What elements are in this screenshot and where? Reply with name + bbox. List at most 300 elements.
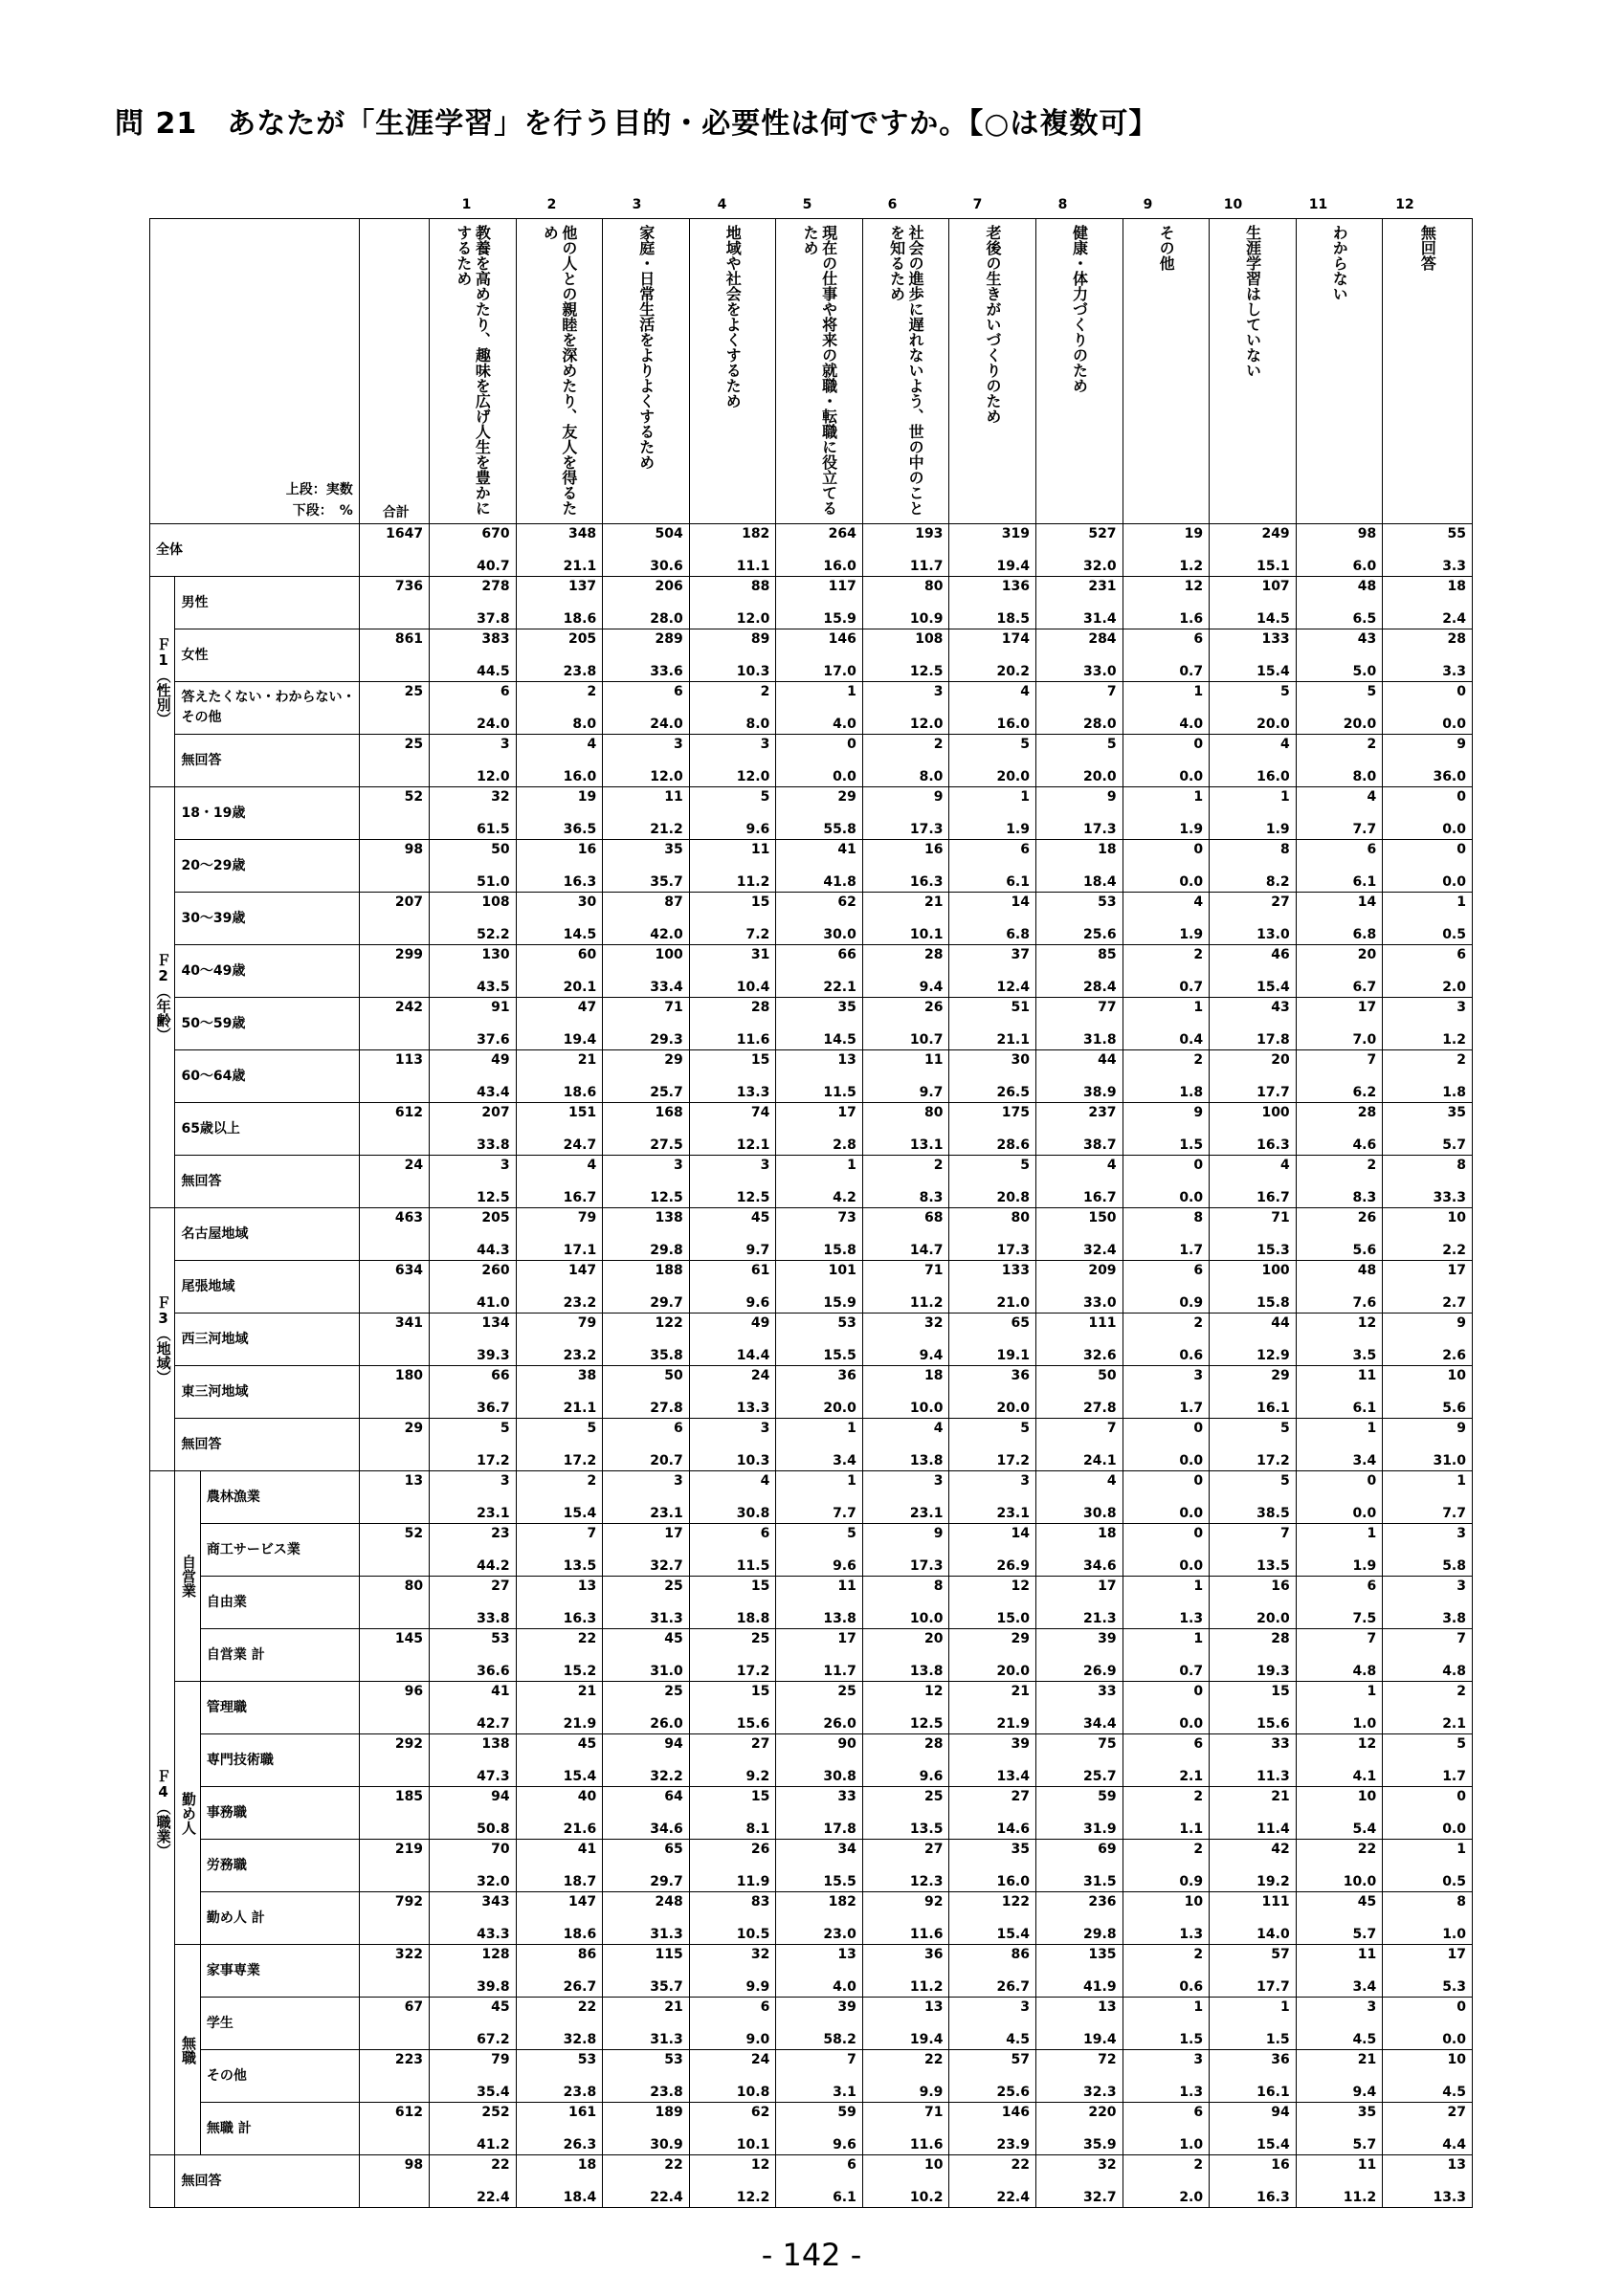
row-total <box>359 1945 429 1998</box>
row-total <box>359 1787 429 1840</box>
percent-value: 32.0 <box>477 1874 510 1889</box>
percent-value: 34.4 <box>1083 1716 1117 1732</box>
data-cell <box>603 840 690 893</box>
row-label: 女性 <box>175 629 359 682</box>
data-cell <box>1036 2103 1123 2155</box>
count-value: 13 <box>923 1999 944 2015</box>
count-value: 27 <box>750 1736 770 1752</box>
count-value: 2 <box>1367 737 1377 752</box>
table-row <box>150 2103 1473 2155</box>
percent-value: 0.7 <box>1179 664 1204 679</box>
percent-value: 0.6 <box>1179 1348 1204 1363</box>
count-value: 17 <box>1357 1000 1377 1015</box>
data-cell <box>430 1787 517 1840</box>
percent-value: 0.0 <box>1179 1716 1204 1732</box>
column-number: 10 <box>1223 197 1243 212</box>
data-cell <box>1383 1945 1473 1998</box>
percent-value: 5.8 <box>1442 1558 1466 1574</box>
count-value: 21 <box>577 1052 597 1068</box>
percent-value: 7.6 <box>1352 1295 1377 1311</box>
percent-value: 7.0 <box>1352 1032 1377 1048</box>
percent-value: 40.7 <box>477 559 510 574</box>
data-cell <box>1036 1471 1123 1524</box>
column-header-text: 生涯学習はしていない <box>1243 225 1262 378</box>
data-cell <box>776 1998 863 2050</box>
count-value: 45 <box>664 1631 683 1646</box>
count-value: 0 <box>1193 1158 1204 1173</box>
data-cell <box>430 1261 517 1314</box>
data-cell <box>689 524 776 577</box>
count-value: 44 <box>1271 1315 1290 1331</box>
count-value: 16 <box>1271 1578 1290 1594</box>
percent-value: 10.0 <box>909 1401 944 1416</box>
data-cell <box>516 1366 603 1419</box>
data-cell <box>862 1366 949 1419</box>
percent-value: 26.3 <box>563 2137 597 2152</box>
count-value: 6 <box>1367 842 1377 857</box>
count-value: 2 <box>1193 2157 1204 2173</box>
data-cell <box>1210 735 1297 787</box>
percent-value: 28.0 <box>650 611 683 627</box>
group-f2 <box>150 787 175 1208</box>
total-value: 341 <box>394 1315 424 1331</box>
column-number: 7 <box>972 197 983 212</box>
count-value: 16 <box>577 842 597 857</box>
count-value: 4 <box>587 737 597 752</box>
percent-value: 16.0 <box>1256 769 1290 784</box>
data-cell <box>949 1050 1036 1103</box>
count-value: 17 <box>837 1105 856 1120</box>
percent-value: 38.7 <box>1083 1137 1117 1153</box>
percent-value: 10.5 <box>736 1927 770 1942</box>
page-title: 問 21 あなたが「生涯学習」を行う目的・必要性は何ですか。【○は複数可】 <box>115 107 1159 141</box>
data-cell <box>1036 1682 1123 1734</box>
data-cell <box>1123 1156 1210 1208</box>
count-value: 18 <box>1098 842 1117 857</box>
percent-value: 21.3 <box>1083 1611 1117 1626</box>
count-value: 137 <box>567 579 597 594</box>
data-cell <box>1383 1314 1473 1366</box>
count-value: 26 <box>1357 1210 1377 1225</box>
count-value: 146 <box>1001 2105 1030 2120</box>
column-header <box>1210 219 1297 524</box>
data-cell <box>1296 629 1383 682</box>
data-cell <box>1036 682 1123 735</box>
count-value: 24 <box>750 1368 770 1383</box>
data-cell <box>949 1261 1036 1314</box>
count-value: 107 <box>1261 579 1290 594</box>
data-cell <box>1210 1471 1297 1524</box>
data-cell <box>516 1156 603 1208</box>
percent-value: 2.7 <box>1442 1295 1466 1311</box>
percent-value: 31.3 <box>650 1611 683 1626</box>
data-cell <box>689 577 776 629</box>
column-numbers <box>149 197 1473 218</box>
count-value: 28 <box>1271 1631 1290 1646</box>
row-total <box>359 1629 429 1682</box>
count-value: 57 <box>1011 2052 1030 2067</box>
count-value: 1 <box>847 684 856 699</box>
count-value: 100 <box>1261 1105 1290 1120</box>
group-none <box>175 1945 200 2155</box>
percent-value: 35.8 <box>650 1348 683 1363</box>
data-cell <box>776 577 863 629</box>
data-cell <box>776 1892 863 1945</box>
percent-value: 10.7 <box>909 1032 944 1048</box>
data-cell <box>949 945 1036 998</box>
row-label: 30～39歳 <box>175 893 359 945</box>
data-cell <box>516 1261 603 1314</box>
percent-value: 13.8 <box>909 1453 944 1468</box>
data-cell <box>1036 1998 1123 2050</box>
data-cell <box>1036 1314 1123 1366</box>
count-value: 3 <box>760 1421 770 1436</box>
data-cell <box>603 1998 690 2050</box>
table-row <box>150 1050 1473 1103</box>
data-cell <box>1036 1577 1123 1629</box>
count-value: 51 <box>1011 1000 1030 1015</box>
data-cell <box>1296 1103 1383 1156</box>
count-value: 1 <box>847 1158 856 1173</box>
count-value: 4 <box>1020 684 1030 699</box>
row-label: 事務職 <box>200 1787 359 1840</box>
percent-value: 4.0 <box>1179 717 1204 732</box>
data-cell <box>689 1208 776 1261</box>
row-total <box>359 1471 429 1524</box>
count-value: 138 <box>655 1210 683 1225</box>
row-label: 65歳以上 <box>175 1103 359 1156</box>
data-cell <box>689 2103 776 2155</box>
count-value: 35 <box>1447 1105 1466 1120</box>
count-value: 193 <box>915 526 944 541</box>
data-cell <box>1296 2103 1383 2155</box>
table-row <box>150 2050 1473 2103</box>
count-value: 65 <box>1011 1315 1030 1331</box>
percent-value: 13.5 <box>1256 1558 1290 1574</box>
data-cell <box>949 2155 1036 2208</box>
percent-value: 20.2 <box>996 664 1030 679</box>
data-cell <box>949 577 1036 629</box>
row-label: 50～59歳 <box>175 998 359 1050</box>
count-value: 11 <box>923 1052 944 1068</box>
count-value: 289 <box>655 631 683 647</box>
count-value: 1 <box>1193 1578 1204 1594</box>
count-value: 10 <box>1357 1789 1377 1804</box>
percent-value: 15.1 <box>1256 559 1290 574</box>
count-value: 45 <box>577 1736 597 1752</box>
count-value: 10 <box>1447 1210 1466 1225</box>
table-row <box>150 1682 1473 1734</box>
row-label: 全体 <box>150 524 360 577</box>
data-cell <box>1210 1103 1297 1156</box>
row-label: 20～29歳 <box>175 840 359 893</box>
data-cell <box>1210 1945 1297 1998</box>
count-value: 11 <box>837 1578 856 1594</box>
data-cell <box>949 1103 1036 1156</box>
data-cell <box>689 787 776 840</box>
count-value: 1 <box>1279 789 1290 805</box>
count-value: 29 <box>664 1052 683 1068</box>
percent-value: 3.4 <box>833 1453 856 1468</box>
count-value: 5 <box>847 1526 856 1541</box>
count-value: 6 <box>1456 947 1466 962</box>
percent-value: 9.9 <box>919 2085 944 2100</box>
percent-value: 11.5 <box>823 1085 856 1100</box>
data-cell <box>776 1629 863 1682</box>
column-header <box>603 219 690 524</box>
data-cell <box>430 1629 517 1682</box>
row-total <box>359 735 429 787</box>
count-value: 25 <box>664 1684 683 1699</box>
column-header-text: わからない <box>1330 225 1349 301</box>
row-label: 尾張地域 <box>175 1261 359 1314</box>
data-cell <box>516 1524 603 1577</box>
data-cell <box>1210 1261 1297 1314</box>
percent-value: 36.6 <box>477 1664 510 1679</box>
data-cell <box>516 1419 603 1471</box>
count-value: 4 <box>587 1158 597 1173</box>
count-value: 39 <box>1098 1631 1117 1646</box>
count-value: 4 <box>760 1473 770 1489</box>
percent-value: 19.4 <box>996 559 1030 574</box>
column-header-text: 他の人との親睦を深めたり、友人を得るため <box>541 225 578 516</box>
data-cell <box>689 629 776 682</box>
data-cell <box>516 629 603 682</box>
row-label: 学生 <box>200 1998 359 2050</box>
percent-value: 0.0 <box>1179 1506 1204 1521</box>
data-cell <box>949 1524 1036 1577</box>
percent-value: 1.2 <box>1179 559 1204 574</box>
count-value: 3 <box>674 1473 683 1489</box>
count-value: 21 <box>1271 1789 1290 1804</box>
percent-value: 24.1 <box>1083 1453 1117 1468</box>
group-label-f1: Ｆ1（性別） <box>154 637 172 726</box>
percent-value: 0.0 <box>1442 2032 1466 2047</box>
data-cell <box>1123 1577 1210 1629</box>
data-cell <box>603 629 690 682</box>
data-cell <box>1036 1892 1123 1945</box>
data-cell <box>516 1682 603 1734</box>
data-cell <box>1383 735 1473 787</box>
count-value: 7 <box>847 2052 856 2067</box>
data-cell <box>430 1945 517 1998</box>
total-value: 634 <box>394 1263 424 1278</box>
table-row <box>150 735 1473 787</box>
percent-value: 11.5 <box>736 1558 770 1574</box>
percent-value: 24.0 <box>650 717 683 732</box>
percent-value: 23.8 <box>650 2085 683 2100</box>
percent-value: 20.0 <box>1343 717 1377 732</box>
count-value: 21 <box>664 1999 683 2015</box>
count-value: 3 <box>933 684 944 699</box>
count-value: 1 <box>1193 1999 1204 2015</box>
column-header <box>1036 219 1123 524</box>
data-cell <box>430 1050 517 1103</box>
percent-value: 37.8 <box>477 611 510 627</box>
percent-value: 17.2 <box>477 1453 510 1468</box>
data-cell <box>603 1787 690 1840</box>
count-value: 80 <box>923 579 944 594</box>
data-cell <box>776 1156 863 1208</box>
count-value: 15 <box>750 894 770 910</box>
percent-value: 23.2 <box>563 1295 597 1311</box>
data-cell <box>1210 2103 1297 2155</box>
total-value: 207 <box>394 894 424 910</box>
count-value: 14 <box>1011 1526 1030 1541</box>
data-cell <box>1123 2050 1210 2103</box>
count-value: 6 <box>760 1526 770 1541</box>
percent-value: 18.6 <box>563 611 597 627</box>
data-cell <box>1210 1629 1297 1682</box>
percent-value: 41.2 <box>477 2137 510 2152</box>
percent-value: 13.5 <box>563 1558 597 1574</box>
row-total <box>359 1524 429 1577</box>
count-value: 59 <box>1098 1789 1117 1804</box>
total-value: 180 <box>394 1368 424 1383</box>
percent-value: 18.5 <box>996 611 1030 627</box>
count-value: 19 <box>577 789 597 805</box>
data-cell <box>949 2050 1036 2103</box>
survey-cross-table <box>149 218 1473 2208</box>
count-value: 2 <box>1456 1052 1466 1068</box>
percent-value: 33.4 <box>650 980 683 995</box>
percent-value: 19.4 <box>563 1032 597 1048</box>
percent-value: 7.7 <box>833 1506 856 1521</box>
count-value: 4 <box>1279 737 1290 752</box>
percent-value: 39.3 <box>477 1348 510 1363</box>
percent-value: 16.0 <box>563 769 597 784</box>
data-cell <box>516 1471 603 1524</box>
count-value: 348 <box>567 526 597 541</box>
data-cell <box>862 1577 949 1629</box>
count-value: 22 <box>577 1999 597 2015</box>
group-label-none: 無職 <box>180 2035 198 2064</box>
percent-value: 39.8 <box>477 1979 510 1995</box>
count-value: 13 <box>577 1578 597 1594</box>
percent-value: 21.6 <box>563 1821 597 1837</box>
data-cell <box>516 1103 603 1156</box>
data-cell <box>1296 524 1383 577</box>
table-row <box>150 1261 1473 1314</box>
percent-value: 23.1 <box>909 1506 944 1521</box>
total-value: 292 <box>394 1736 424 1752</box>
percent-value: 36.7 <box>477 1401 510 1416</box>
data-cell <box>1383 1471 1473 1524</box>
percent-value: 5.7 <box>1352 2137 1377 2152</box>
data-cell <box>1123 1103 1210 1156</box>
count-value: 1 <box>1456 1473 1466 1489</box>
percent-value: 43.5 <box>477 980 510 995</box>
data-cell <box>1296 787 1383 840</box>
percent-value: 20.0 <box>996 769 1030 784</box>
row-total <box>359 1208 429 1261</box>
percent-value: 26.9 <box>996 1558 1030 1574</box>
data-cell <box>430 1314 517 1366</box>
count-value: 6 <box>847 2157 856 2173</box>
data-cell <box>1210 1787 1297 1840</box>
row-total <box>359 893 429 945</box>
count-value: 45 <box>491 1999 510 2015</box>
count-value: 50 <box>664 1368 683 1383</box>
count-value: 65 <box>664 1842 683 1857</box>
count-value: 108 <box>481 894 510 910</box>
percent-value: 0.5 <box>1442 1874 1466 1889</box>
percent-value: 16.3 <box>563 874 597 890</box>
blank-cell <box>150 2155 175 2208</box>
percent-value: 12.5 <box>736 1190 770 1205</box>
count-value: 7 <box>1367 1052 1377 1068</box>
count-value: 2 <box>933 1158 944 1173</box>
percent-value: 2.1 <box>1442 1716 1466 1732</box>
percent-value: 35.9 <box>1083 2137 1117 2152</box>
data-cell <box>1210 1208 1297 1261</box>
count-value: 5 <box>1279 1421 1290 1436</box>
count-value: 6 <box>674 1421 683 1436</box>
count-value: 133 <box>1001 1263 1030 1278</box>
percent-value: 33.3 <box>1433 1190 1466 1205</box>
data-cell <box>1210 1577 1297 1629</box>
total-value: 299 <box>394 947 424 962</box>
data-cell <box>1296 2050 1383 2103</box>
table-row <box>150 1577 1473 1629</box>
count-value: 28 <box>1357 1105 1377 1120</box>
count-value: 3 <box>1456 1526 1466 1541</box>
data-cell <box>1296 1524 1383 1577</box>
count-value: 2 <box>933 737 944 752</box>
percent-value: 2.2 <box>1442 1243 1466 1258</box>
row-label: 労務職 <box>200 1840 359 1892</box>
percent-value: 2.0 <box>1442 980 1466 995</box>
percent-value: 1.9 <box>1179 927 1204 942</box>
column-header-text: その他 <box>1157 225 1176 271</box>
table-row <box>150 1945 1473 1998</box>
data-cell <box>1383 840 1473 893</box>
row-label: 無回答 <box>175 1156 359 1208</box>
data-cell <box>949 1787 1036 1840</box>
data-cell <box>603 1366 690 1419</box>
count-value: 2 <box>760 684 770 699</box>
percent-value: 11.3 <box>1256 1769 1290 1784</box>
count-value: 3 <box>760 737 770 752</box>
count-value: 236 <box>1088 1894 1117 1910</box>
data-cell <box>862 735 949 787</box>
count-value: 205 <box>567 631 597 647</box>
count-value: 151 <box>567 1105 597 1120</box>
percent-value: 8.1 <box>745 1821 770 1837</box>
count-value: 36 <box>1271 2052 1290 2067</box>
data-cell <box>862 1314 949 1366</box>
percent-value: 21.1 <box>996 1032 1030 1048</box>
percent-value: 1.7 <box>1179 1243 1204 1258</box>
data-cell <box>430 735 517 787</box>
count-value: 79 <box>577 1210 597 1225</box>
data-cell <box>1123 840 1210 893</box>
column-number: 6 <box>887 197 898 212</box>
data-cell <box>862 1103 949 1156</box>
count-value: 6 <box>1020 842 1030 857</box>
percent-value: 10.4 <box>736 980 770 995</box>
data-cell <box>862 1945 949 1998</box>
row-label: 無回答 <box>175 735 359 787</box>
table-row <box>150 1208 1473 1261</box>
count-value: 66 <box>837 947 856 962</box>
count-value: 128 <box>481 1947 510 1962</box>
row-total <box>359 629 429 682</box>
total-value: 242 <box>394 1000 424 1015</box>
count-value: 50 <box>1098 1368 1117 1383</box>
data-cell <box>1383 629 1473 682</box>
group-emp <box>175 1682 200 1945</box>
